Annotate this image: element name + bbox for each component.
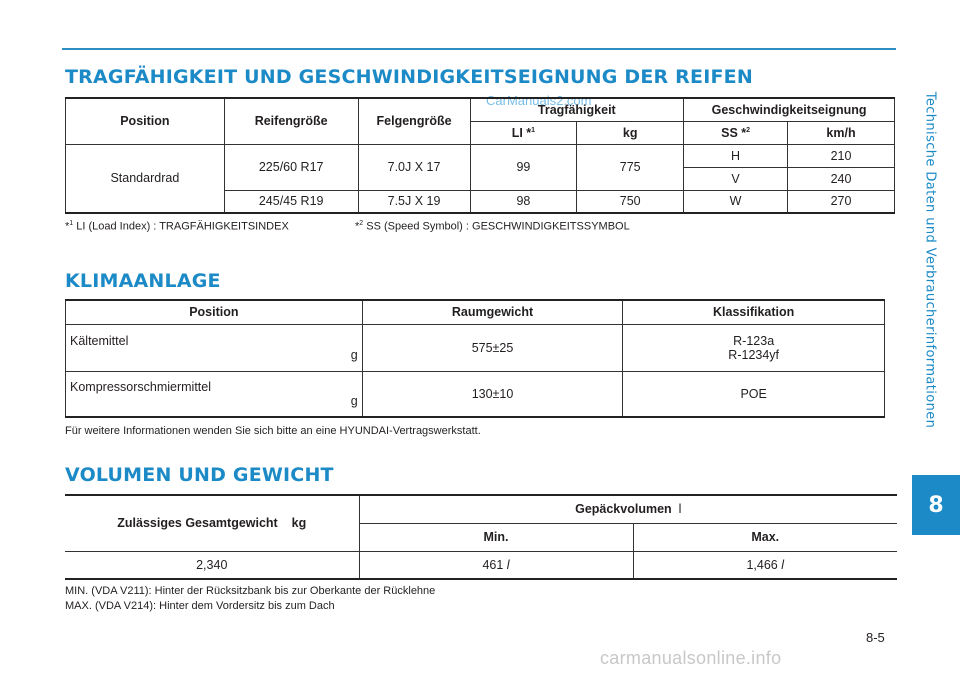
volume-note-max: MAX. (VDA V214): Hinter dem Vordersitz bis zum Dach	[65, 600, 335, 612]
kmh-cell: 210	[788, 144, 895, 167]
footnote-1-sup: 1	[69, 220, 74, 227]
ac-header-classification: Klassifikation	[623, 300, 885, 324]
page-number: 8-5	[866, 630, 885, 645]
tires-footnote-2: *$^2$ SS (Speed Symbol) : GESCHWINDIGKEITSSYMBOL	[355, 220, 630, 233]
min-volume-unit: l	[506, 557, 510, 572]
footer-watermark: carmanualsonline.info	[600, 648, 782, 668]
li-cell: 99	[470, 144, 577, 190]
top-rule	[62, 48, 896, 50]
tires-table	[65, 97, 895, 214]
footnote-1-text: LI (Load Index) : TRAGFÄHIGKEITSINDEX	[76, 220, 289, 233]
gross-weight-unit: kg	[291, 516, 307, 531]
ac-header-weight: Raumgewicht	[362, 300, 623, 324]
ss-sup: 2	[746, 126, 751, 134]
min-volume-value: 461	[482, 557, 504, 572]
tires-header-ss	[684, 121, 788, 144]
tires-header-position: Position	[66, 98, 225, 144]
volume-table	[65, 494, 897, 580]
luggage-label: Gepäckvolumen	[575, 502, 672, 517]
max-volume-unit: l	[781, 557, 785, 572]
ac-class-cell	[623, 324, 885, 371]
li-cell: 98	[470, 190, 577, 213]
volume-note-min: MIN. (VDA V211): Hinter der Rücksitzbank bis zur Oberkante der Rücklehne	[65, 585, 436, 597]
volume-header-max: Max.	[633, 523, 897, 551]
tires-footnote-1: *$^1$ LI (Load Index) : TRAGFÄHIGKEITSINDEX	[65, 220, 289, 233]
ac-item-label: Kältemittel	[70, 333, 129, 348]
table-row	[65, 551, 897, 579]
tires-section-title: TRAGFÄHIGKEIT UND GESCHWINDIGKEITSEIGNUNG DER REIFEN	[65, 66, 753, 88]
rim-size-cell: 7.0J X 17	[358, 144, 470, 190]
volume-section-title: VOLUMEN UND GEWICHT	[65, 464, 334, 486]
gross-weight-label: Zulässiges Gesamtgewicht	[117, 516, 278, 531]
tires-header-speed-rating: Geschwindigkeitseignung	[684, 98, 895, 121]
chapter-tab: 8	[912, 475, 960, 535]
watermark: CarManuals2.com	[486, 93, 592, 108]
ac-item-cell	[66, 371, 363, 417]
tire-size-cell: 225/60 R17	[224, 144, 358, 190]
ac-class-cell: POE	[623, 371, 885, 417]
kmh-cell: 270	[788, 190, 895, 213]
ss-cell: W	[684, 190, 788, 213]
ss-cell: H	[684, 144, 788, 167]
footnote-2-sup: 2	[359, 220, 364, 227]
rim-size-cell: 7.5J X 19	[358, 190, 470, 213]
table-row	[66, 324, 885, 371]
ac-section-title: KLIMAANLAGE	[65, 270, 221, 292]
volume-header-gross-weight	[65, 495, 359, 551]
side-chapter-title	[910, 60, 950, 460]
ac-item-label: Kompressorschmiermittel	[70, 379, 212, 394]
gross-weight-cell: 2,340	[65, 551, 359, 579]
tires-header-load-capacity: Tragfähigkeit	[470, 98, 684, 121]
kg-cell: 775	[577, 144, 684, 190]
ac-header-position: Position	[66, 300, 363, 324]
ac-weight-cell: 130±10	[362, 371, 623, 417]
tires-header-rim-size: Felgengröße	[358, 98, 470, 144]
tires-header-kmh: km/h	[788, 121, 895, 144]
luggage-unit: l	[678, 502, 682, 517]
ac-class-line: R-1234yf	[728, 347, 780, 362]
ac-class-line: R-123a	[733, 333, 775, 348]
max-volume-value: 1,466	[746, 557, 778, 572]
tires-header-kg: kg	[577, 121, 684, 144]
table-row	[66, 144, 895, 167]
ac-weight-cell: 575±25	[362, 324, 623, 371]
tires-header-li	[470, 121, 577, 144]
kmh-cell: 240	[788, 167, 895, 190]
ac-item-cell	[66, 324, 363, 371]
volume-header-min: Min.	[359, 523, 633, 551]
li-sup: 1	[531, 126, 536, 134]
volume-header-luggage	[359, 495, 897, 523]
ac-item-unit: g	[350, 347, 358, 362]
kg-cell: 750	[577, 190, 684, 213]
ac-table	[65, 299, 885, 418]
ac-item-unit: g	[350, 393, 358, 408]
li-label: LI *	[511, 125, 532, 140]
min-volume-cell	[359, 551, 633, 579]
max-volume-cell	[633, 551, 897, 579]
table-row	[66, 371, 885, 417]
tires-position-cell: Standardrad	[66, 144, 225, 213]
tires-header-tire-size: Reifengröße	[224, 98, 358, 144]
footnote-2-text: SS (Speed Symbol) : GESCHWINDIGKEITSSYMBOL	[366, 220, 630, 233]
ac-note: Für weitere Informationen wenden Sie sich bitte an eine HYUNDAI-Vertragswerkstatt.	[65, 425, 481, 437]
side-chapter-title-text: Technische Daten und Verbraucherinformationen	[922, 91, 938, 429]
tire-size-cell: 245/45 R19	[224, 190, 358, 213]
ss-label: SS *	[721, 125, 747, 140]
ss-cell: V	[684, 167, 788, 190]
